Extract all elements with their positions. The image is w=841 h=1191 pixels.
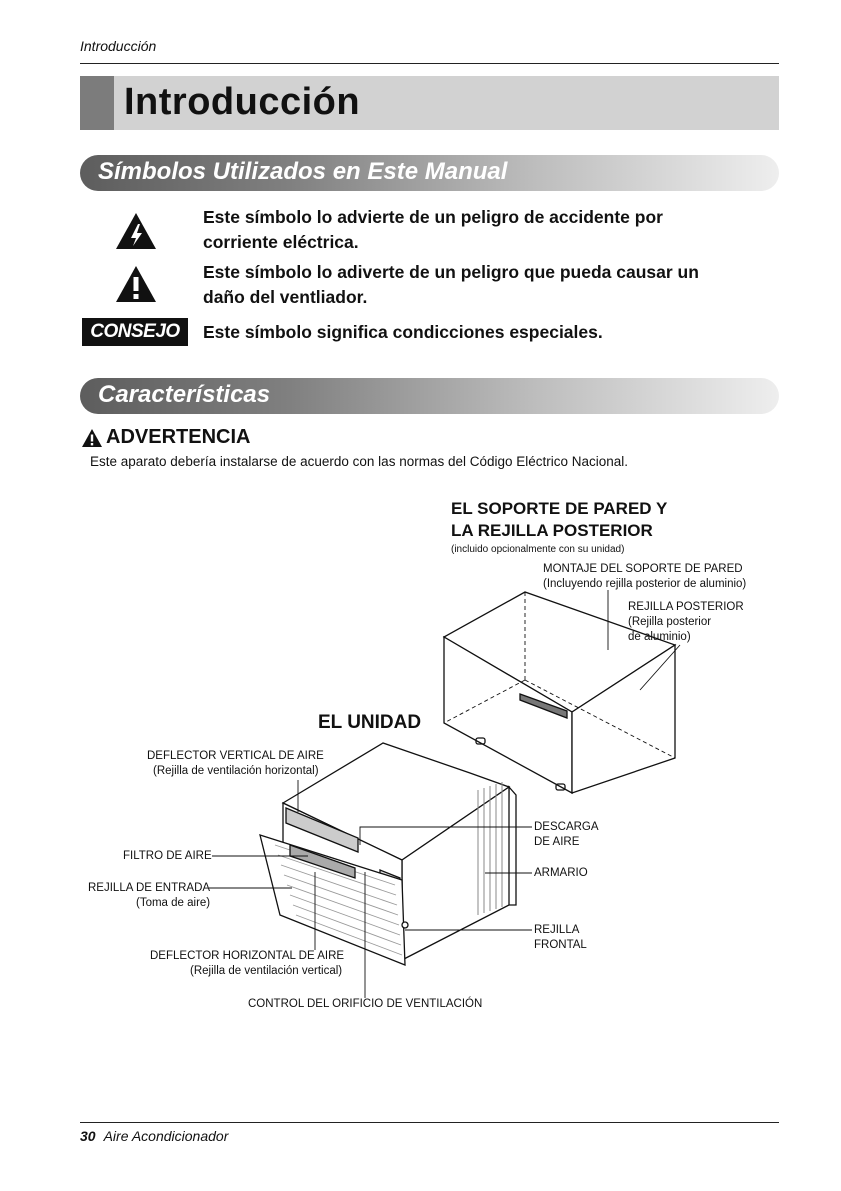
label-line: FRONTAL: [534, 939, 587, 951]
consejo-badge: CONSEJO: [82, 318, 188, 346]
footer-title: Aire Acondicionador: [103, 1128, 229, 1144]
label-line: DEFLECTOR HORIZONTAL DE AIRE: [150, 950, 345, 962]
label-air-discharge: [534, 820, 599, 850]
label-line: REJILLA DE ENTRADA: [88, 882, 211, 894]
label-vent-control: CONTROL DEL ORIFICIO DE VENTILACIÓN: [248, 998, 483, 1010]
warning-text: Este aparato debería instalarse de acuerdo con las normas del Código Eléctrico Nacional.: [90, 454, 629, 469]
symbol-text-line: Este símbolo lo adiverte de un peligro que pueda causar un: [203, 262, 699, 282]
label-line: (Incluyendo rejilla posterior de aluminio): [543, 578, 747, 590]
sleeve-note: (incluido opcionalmente con su unidad): [451, 544, 625, 555]
unit-title: EL UNIDAD: [318, 712, 422, 733]
label-line: (Rejilla de ventilación vertical): [190, 965, 343, 977]
page-footer: [80, 1128, 228, 1144]
label-inlet-grille: [88, 881, 210, 911]
section-heading-symbols: Símbolos Utilizados en Este Manual: [98, 158, 508, 185]
label-line: DESCARGA: [534, 821, 599, 833]
footer-rule: [80, 1122, 779, 1123]
symbol-text-line: daño del ventliador.: [203, 287, 368, 307]
sleeve-title-line: LA REJILLA POSTERIOR: [451, 521, 653, 540]
label-cabinet: ARMARIO: [534, 867, 588, 879]
symbol-text-line: corriente eléctrica.: [203, 232, 359, 252]
label-line: DEFLECTOR VERTICAL DE AIRE: [147, 750, 324, 762]
label-line: MONTAJE DEL SOPORTE DE PARED: [543, 563, 743, 575]
sleeve-title-line: EL SOPORTE DE PARED Y: [451, 499, 668, 518]
section-heading-features: Características: [98, 381, 271, 408]
label-wall-mount: [543, 562, 746, 592]
label-line: DE AIRE: [534, 836, 580, 848]
symbol-text-consejo: Este símbolo significa condicciones especiales.: [203, 322, 603, 342]
label-horizontal-deflector: [150, 949, 344, 979]
label-line: (Rejilla de ventilación horizontal): [153, 765, 319, 777]
label-line: REJILLA: [534, 924, 580, 936]
page-number: 30: [80, 1128, 96, 1144]
sleeve-title: [451, 498, 667, 542]
label-air-filter: FILTRO DE AIRE: [123, 850, 212, 862]
warning-heading-text: ADVERTENCIA: [106, 426, 251, 448]
label-line: (Rejilla posterior: [628, 616, 712, 628]
label-front-grille: [534, 923, 587, 953]
label-line: de aluminio): [628, 631, 691, 643]
symbol-text-line: Este símbolo lo advierte de un peligro de accidente por: [203, 207, 663, 227]
label-line: REJILLA POSTERIOR: [628, 601, 744, 613]
label-rear-grille: [628, 600, 744, 645]
running-header: Introducción: [80, 38, 157, 54]
label-vertical-deflector: [147, 749, 324, 779]
label-line: (Toma de aire): [136, 897, 211, 909]
page-title: Introducción: [124, 81, 361, 123]
